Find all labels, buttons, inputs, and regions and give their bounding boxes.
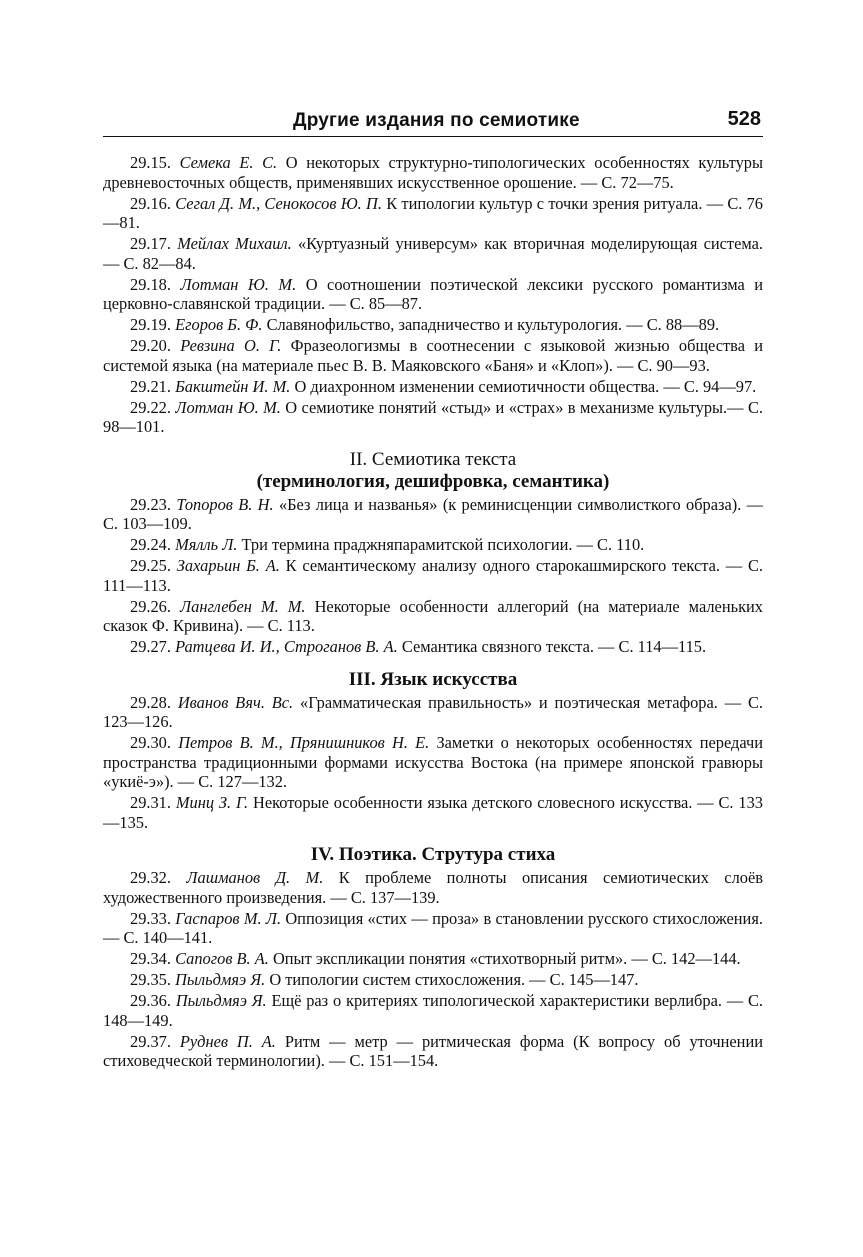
entry-author: Ланглебен М. М. xyxy=(180,596,306,616)
bibliography-entry xyxy=(103,377,763,397)
bibliography-entry xyxy=(103,909,763,948)
section-title-poetics: IV. Поэтика. Струтура стиха xyxy=(310,844,556,865)
entry-number: 29.21. xyxy=(130,376,171,396)
entry-text: Некоторые особенности языка детского словесного искусства. — С. 133—135. xyxy=(103,793,763,832)
entry-number: 29.33. xyxy=(130,908,171,928)
entry-author: Топоров В. Н. xyxy=(176,494,274,514)
entry-author: Лашманов Д. М. xyxy=(186,868,324,887)
entry-text: Ещё раз о критериях типологической характеристики верлибра. — С. 148—149. xyxy=(103,991,764,1030)
entry-number: 29.35. xyxy=(130,970,171,989)
entry-number: 29.19. xyxy=(130,315,171,334)
entry-text: «Куртуазный универсум» как вторичная моделирующая система. — С. 82—84. xyxy=(103,234,763,273)
section-subtitle-semiotics-of-text: (терминология, дешифровка, семантика) xyxy=(256,470,610,492)
entry-number: 29.22. xyxy=(130,397,171,417)
entry-author: Мялль Л. xyxy=(175,535,238,554)
bibliography-entry xyxy=(103,153,763,192)
bibliography-entry xyxy=(103,949,763,969)
entry-author: Егоров Б. Ф. xyxy=(175,315,263,334)
bibliography-entry xyxy=(103,868,763,907)
entry-number: 29.36. xyxy=(130,991,171,1010)
entry-author: Сапогов В. А. xyxy=(175,949,269,968)
entry-author: Иванов Вяч. Вс. xyxy=(177,692,294,712)
bibliography-entry xyxy=(103,234,763,273)
bibliography-entry xyxy=(103,1032,763,1071)
bibliography-entry xyxy=(103,637,763,657)
entry-number: 29.34. xyxy=(130,949,171,968)
entry-number: 29.25. xyxy=(130,556,171,575)
entry-text: Некоторые особенности аллегорий (на материале маленьких сказок Ф. Кривина). — С. 113. xyxy=(103,596,763,635)
running-header xyxy=(103,106,763,137)
entry-text: «Грамматическая правильность» и поэтическая метафора. — С. 123—126. xyxy=(103,692,763,731)
bibliography-entry xyxy=(103,556,763,595)
entry-author: Лотман Ю. М. xyxy=(175,397,281,417)
entry-number: 29.18. xyxy=(130,274,171,294)
entry-author: Лотман Ю. М. xyxy=(180,274,297,294)
entry-number: 29.37. xyxy=(130,1031,171,1051)
entry-text: Фразеологизмы в соотнесении с языковой жизнью общества и системой языка (на материале пьес В. В. Маяковского «Баня» и «Клоп»). — С. 90—93. xyxy=(103,336,763,375)
bibliography-list xyxy=(103,153,763,1072)
entry-text: О типологии систем стихосложения. — С. 145—147. xyxy=(269,970,639,989)
entry-number: 29.24. xyxy=(130,535,171,554)
bibliography-entry xyxy=(103,194,763,233)
bibliography-entry xyxy=(103,315,763,335)
bibliography-entry xyxy=(103,597,763,636)
entry-text: К типологии культур с точки зрения ритуала. — С. 76—81. xyxy=(103,193,763,232)
bibliography-entry xyxy=(103,991,763,1030)
bibliography-entry xyxy=(103,535,763,555)
section-title-semiotics-of-text: II. Семиотика текста xyxy=(349,448,517,470)
running-header-title: Другие издания по семиотике xyxy=(293,110,580,131)
entry-text: Славянофильство, западничество и культурология. — С. 88—89. xyxy=(266,315,720,334)
entry-author: Гаспаров М. Л. xyxy=(175,908,282,928)
entry-author: Минц З. Г. xyxy=(175,793,249,812)
entry-text: К проблеме полноты описания семиотических слоёв художественного произведения. — С. 137—139. xyxy=(103,868,763,907)
bibliography-entry xyxy=(103,398,763,437)
entry-number: 29.23. xyxy=(130,494,171,514)
entry-author: Сегал Д. М., Сенокосов Ю. П. xyxy=(175,193,382,213)
entry-author: Руднев П. А. xyxy=(179,1031,276,1051)
entry-author: Захарьин Б. А. xyxy=(176,556,280,575)
entry-author: Пыльдмяэ Я. xyxy=(175,991,267,1010)
entry-author: Ратцева И. И., Строганов В. А. xyxy=(175,637,398,656)
entry-text: Оппозиция «стих — проза» в становлении русского стихосложения. — С. 140—141. xyxy=(103,908,763,947)
entry-number: 29.20. xyxy=(130,336,171,355)
entry-text: О соотношении поэтической лексики русского романтизма и церковно-славянской традиции. — С. 85—87. xyxy=(103,274,764,313)
entry-text: К семантическому анализу одного старокашмирского текста. — С. 111—113. xyxy=(103,556,764,595)
entry-text: О диахронном изменении семиотичности общества. — С. 94—97. xyxy=(294,376,757,396)
entry-author: Ревзина О. Г. xyxy=(180,336,282,355)
entry-author: Семека Е. С. xyxy=(179,153,278,172)
entry-text: О некоторых структурно-типологических особенностях культуры древневосточных обществ, применявших искусственное орошение. — С. 72—75. xyxy=(103,153,763,192)
entry-number: 29.28. xyxy=(130,692,171,712)
entry-text: Три термина праджняпарамитской психологии. — С. 110. xyxy=(241,535,645,554)
entry-text: О семиотике понятий «стыд» и «страх» в механизме культуры.— С. 98—101. xyxy=(103,397,763,436)
entry-author: Петров В. М., Прянишников Н. Е. xyxy=(178,733,430,752)
section-title-language-of-art: III. Язык искусства xyxy=(348,668,518,690)
bibliography-entry xyxy=(103,793,763,832)
entry-author: Мейлах Михаил. xyxy=(177,234,292,253)
bibliography-entry xyxy=(103,733,763,792)
entry-number: 29.17. xyxy=(130,234,171,253)
entry-text: Опыт экспликации понятия «стихотворный ритм». — С. 142—144. xyxy=(272,949,741,968)
entry-number: 29.27. xyxy=(130,637,171,656)
entry-text: Заметки о некоторых особенностях передачи пространства традиционными формами искусства Востока (на примере японской гравюры «укиё-э»). — С. 127—132. xyxy=(103,733,763,791)
entry-number: 29.16. xyxy=(130,193,171,213)
entry-number: 29.26. xyxy=(130,596,171,616)
bibliography-entry xyxy=(103,693,763,732)
entry-number: 29.31. xyxy=(130,793,171,812)
entry-text: Ритм — метр — ритмическая форма (К вопросу об уточнении стиховедческой терминологии). — С. 151—154. xyxy=(103,1031,763,1070)
entry-number: 29.32. xyxy=(130,868,171,887)
entry-number: 29.30. xyxy=(130,733,171,752)
entry-author: Бакштейн И. М. xyxy=(175,376,291,396)
bibliography-entry xyxy=(103,275,763,314)
entry-author: Пыльдмяэ Я. xyxy=(175,970,266,989)
entry-number: 29.15. xyxy=(130,153,171,172)
bibliography-entry xyxy=(103,495,763,534)
bibliography-entry xyxy=(103,336,763,375)
entry-text: Семантика связного текста. — С. 114—115. xyxy=(401,637,707,656)
bibliography-entry xyxy=(103,970,763,990)
entry-text: «Без лица и названья» (к реминисценции символисткого образа). — С. 103—109. xyxy=(103,494,764,533)
page-number: 528 xyxy=(727,108,761,130)
